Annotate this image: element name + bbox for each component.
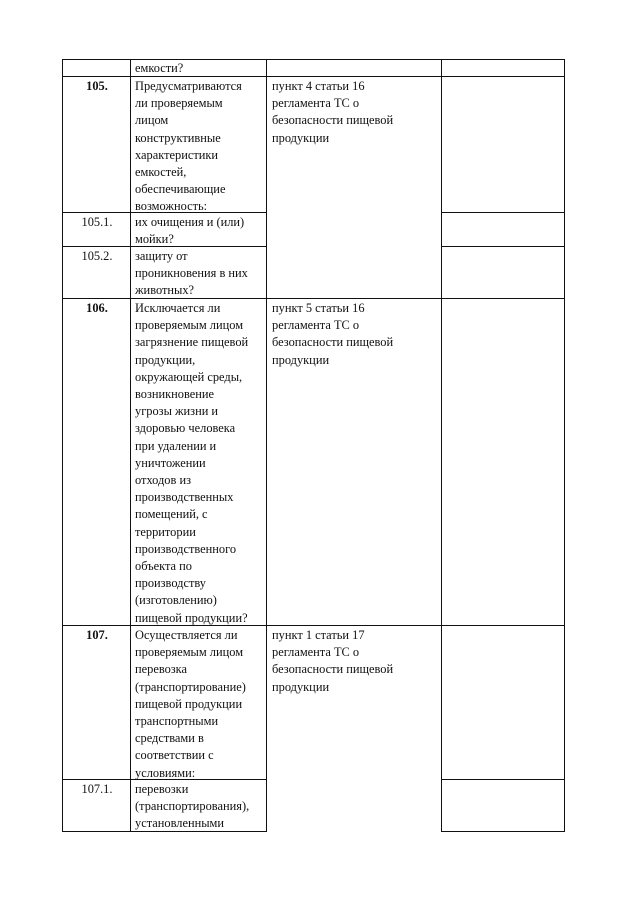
question-text: Осуществляется ли проверяемым лицом перевозка (транспортирование) пищевой продукции транспортными средствами в соответствии с условиями: bbox=[135, 628, 246, 780]
table-border bbox=[130, 59, 131, 832]
regulation-reference: пункт 5 статьи 16 регламента ТС о безопасности пищевой продукции bbox=[272, 301, 394, 367]
item-number: 106. bbox=[86, 301, 108, 315]
question-text: Предусматриваются ли проверяемым лицом конструктивные характеристики емкостей, обеспечивающие возможность: bbox=[135, 79, 242, 214]
question-text: перевозки (транспортирования), установленными bbox=[135, 782, 250, 831]
table-border bbox=[441, 779, 565, 780]
question-text: Исключается ли проверяемым лицом загрязнение пищевой продукции, окружающей среды, возникновение угрозы жизни и здоровью человека при удалении и уничтожении отходов из производственных помещений, с территории производственного объекта по производству (изготовлению) пищевой продукции? bbox=[135, 301, 249, 625]
table-border bbox=[266, 59, 267, 832]
item-number: 105. bbox=[86, 79, 108, 93]
table-border bbox=[62, 59, 63, 832]
question-text: защиту от проникновения в них животных? bbox=[135, 249, 248, 298]
regulation-reference: пункт 1 статьи 17 регламента ТС о безопасности пищевой продукции bbox=[272, 628, 394, 694]
item-number: 107. bbox=[86, 628, 108, 642]
item-number: 107.1. bbox=[81, 782, 113, 796]
question-text: емкости? bbox=[135, 61, 184, 75]
question-text: их очищения и (или) мойки? bbox=[135, 215, 245, 247]
item-number: 105.1. bbox=[81, 215, 113, 229]
table-border bbox=[441, 59, 442, 832]
table-border bbox=[441, 212, 565, 213]
table-border bbox=[564, 59, 565, 832]
regulation-reference: пункт 4 статьи 16 регламента ТС о безопасности пищевой продукции bbox=[272, 79, 394, 145]
table-border bbox=[441, 246, 565, 247]
table-border bbox=[441, 831, 565, 832]
item-number: 105.2. bbox=[81, 249, 113, 263]
